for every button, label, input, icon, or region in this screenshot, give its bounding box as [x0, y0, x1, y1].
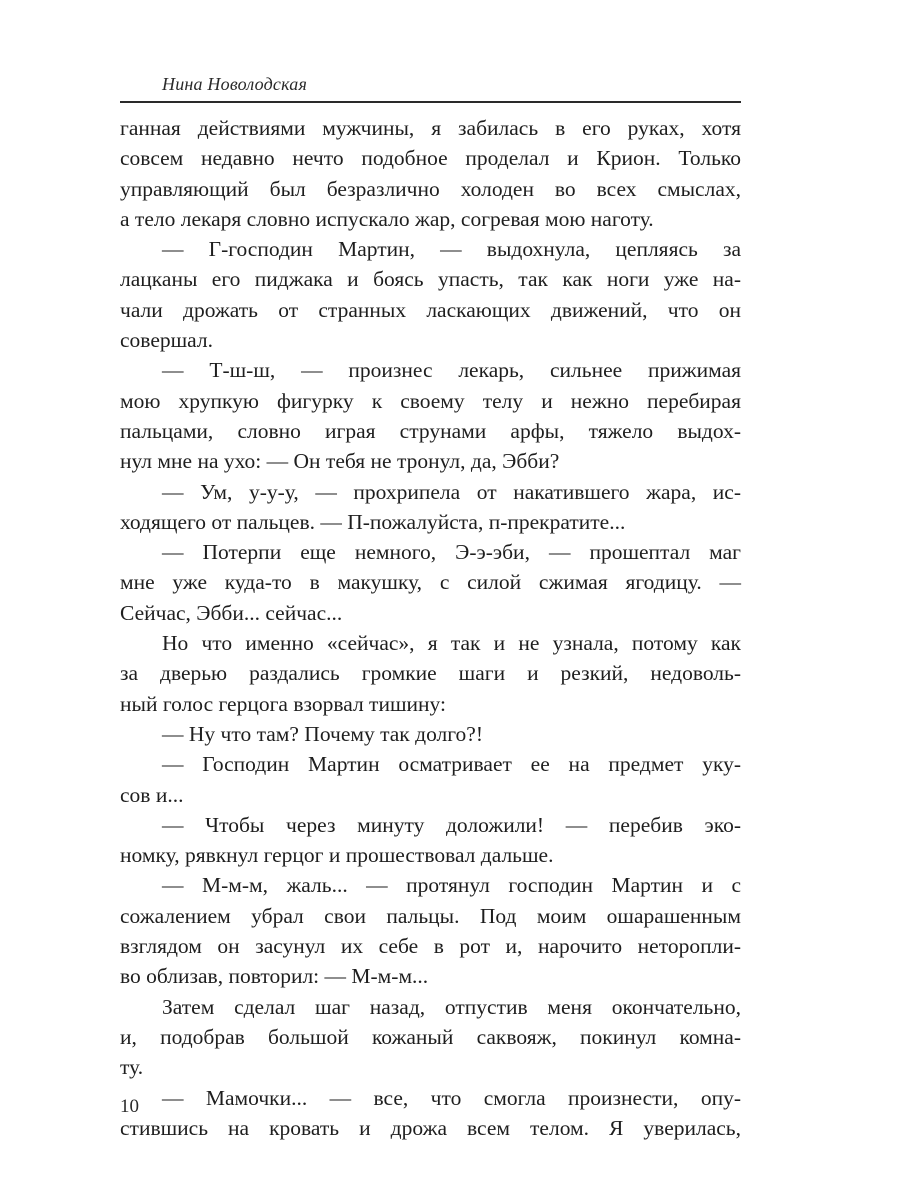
text-line: ный голос герцога взорвал тишину: [120, 691, 446, 716]
text-line: во облизав, повторил: — М-м-м... [120, 964, 429, 989]
text-line: стившись на кровать и дрожа всем телом. Я уверилась, [120, 1115, 741, 1140]
text-line: — М-м-м, жаль... — протянул господин Мартин и с [162, 873, 741, 898]
text-line: совсем недавно нечто подобное проделал и Крион. Только [120, 146, 741, 171]
text-line: Сейчас, Эбби... сейчас... [120, 600, 343, 625]
text-line: лацканы его пиджака и боясь упасть, так как ноги уже на- [120, 267, 741, 292]
text-line: Затем сделал шаг назад, отпустив меня окончательно, [162, 994, 741, 1019]
text-line: ганная действиями мужчины, я забилась в его руках, хотя [120, 116, 741, 140]
text-line: — Г-господин Мартин, — выдохнула, цепляясь за [162, 237, 741, 262]
text-line: пальцами, словно играя струнами арфы, тяжело выдох- [120, 418, 741, 443]
body-text [120, 113, 741, 1143]
text-line: ходящего от пальцев. — П-пожалуйста, п-прекратите... [120, 509, 626, 534]
text-line: ту. [120, 1055, 144, 1080]
text-line: — Т-ш-ш, — произнес лекарь, сильнее прижимая [162, 358, 741, 383]
text-line: — Ум, у-у-у, — прохрипела от накатившего жара, ис- [162, 479, 741, 504]
text-line: Но что именно «сейчас», я так и не узнала, потому как [162, 631, 741, 656]
text-line: — Чтобы через минуту доложили! — перебив эко- [162, 812, 741, 837]
text-line: нул мне на ухо: — Он тебя не тронул, да, Эбби? [120, 449, 560, 474]
text-line: взглядом он засунул их себе в рот и, нарочито неторопли- [120, 934, 741, 959]
text-line: за дверью раздались громкие шаги и резкий, недоволь- [120, 661, 741, 686]
text-line: управляющий был безразлично холоден во всех смыслах, [120, 176, 741, 201]
text-line: — Потерпи еще немного, Э-э-эби, — прошептал маг [162, 540, 741, 565]
header-rule [120, 101, 741, 103]
text-line: сов и... [120, 782, 184, 807]
text-line: сожалением убрал свои пальцы. Под моим ошарашенным [120, 903, 741, 928]
text-line: мне уже куда-то в макушку, с силой сжимая ягодицу. — [120, 570, 741, 595]
text-line: совершал. [120, 328, 214, 353]
text-line: — Господин Мартин осматривает ее на предмет уку- [162, 752, 741, 777]
text-line: мою хрупкую фигурку к своему телу и нежно перебирая [120, 388, 741, 413]
text-line: — Ну что там? Почему так долго?! [162, 721, 483, 746]
text-line: — Мамочки... — все, что смогла произнести, опу- [162, 1085, 741, 1110]
text-line: чали дрожать от странных ласкающих движений, что он [120, 297, 741, 322]
running-head: Нина Новолодская [162, 74, 308, 94]
text-line: и, подобрав большой кожаный саквояж, покинул комна- [120, 1024, 741, 1049]
text-line: а тело лекаря словно испускало жар, согревая мою наготу. [120, 206, 654, 231]
page-number: 10 [120, 1096, 139, 1117]
text-line: номку, рявкнул герцог и прошествовал дальше. [120, 843, 554, 868]
